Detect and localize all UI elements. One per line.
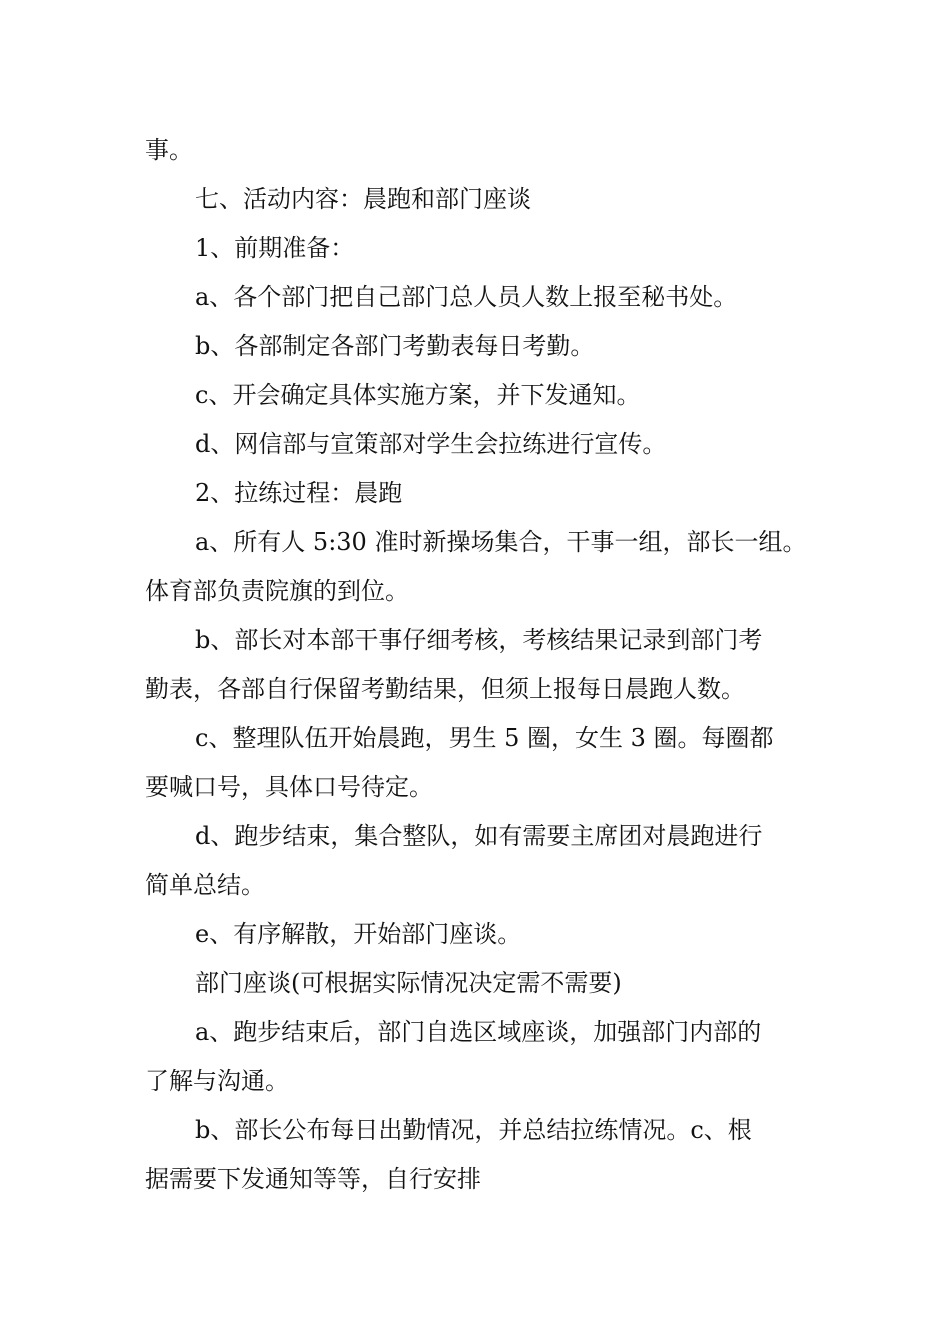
text-line: c、整理队伍开始晨跑，男生 5 圈，女生 3 圈。每圈都 (195, 724, 774, 752)
text-line: b、部长对本部干事仔细考核，考核结果记录到部门考 (195, 626, 763, 654)
text-line: d、跑步结束，集合整队，如有需要主席团对晨跑进行 (195, 822, 763, 850)
subsection-heading: 部门座谈(可根据实际情况决定需不需要) (195, 969, 622, 997)
text-line: d、网信部与宣策部对学生会拉练进行宣传。 (195, 430, 667, 458)
text-line: 了解与沟通。 (145, 1067, 289, 1095)
text-line: 简单总结。 (145, 871, 265, 899)
document-body (145, 126, 835, 1204)
text-line: 事。 (145, 136, 193, 164)
subsection-heading: 2、拉练过程：晨跑 (195, 479, 403, 507)
text-line: e、有序解散，开始部门座谈。 (195, 920, 522, 948)
text-line: b、各部制定各部门考勤表每日考勤。 (195, 332, 595, 360)
text-line: a、各个部门把自己部门总人员人数上报至秘书处。 (195, 283, 738, 311)
text-line: b、部长公布每日出勤情况，并总结拉练情况。c、根 (195, 1116, 752, 1144)
text-line: 勤表，各部自行保留考勤结果，但须上报每日晨跑人数。 (145, 675, 745, 703)
text-line: 要喊口号，具体口号待定。 (145, 773, 433, 801)
text-line: c、开会确定具体实施方案，并下发通知。 (195, 381, 641, 409)
subsection-heading: 1、前期准备： (195, 234, 355, 262)
section-heading: 七、活动内容：晨跑和部门座谈 (195, 185, 531, 213)
text-line: a、跑步结束后，部门自选区域座谈，加强部门内部的 (195, 1018, 762, 1046)
text-line: a、所有人 5:30 准时新操场集合，干事一组，部长一组。 (195, 528, 807, 556)
text-line: 体育部负责院旗的到位。 (145, 577, 409, 605)
text-line: 据需要下发通知等等，自行安排 (145, 1165, 481, 1193)
